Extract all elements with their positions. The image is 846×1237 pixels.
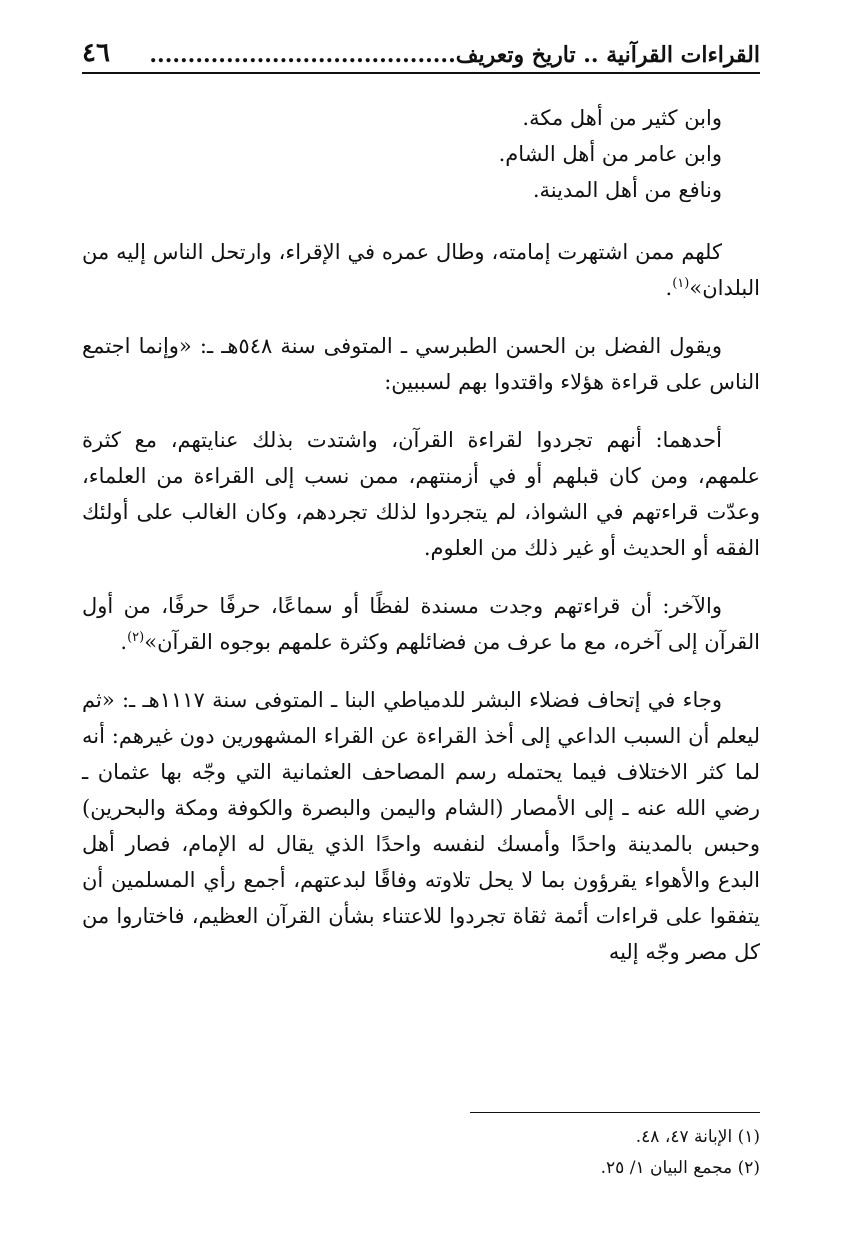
running-title: القراءات القرآنية .. تاريخ وتعريف........................................	[149, 42, 760, 68]
paragraph-1: كلهم ممن اشتهرت إمامته، وطال عمره في الإقراء، وارتحل الناس إليه من البلدان»$^{(١)}$.	[82, 240, 760, 300]
footnote-2: (٢) مجمع البيان ١/ ٢٥.	[600, 1158, 760, 1178]
list-item: وابن كثير من أهل مكة.	[522, 106, 722, 130]
body-text	[82, 100, 760, 970]
footnote-1: (١) الإبانة ٤٧، ٤٨.	[635, 1127, 760, 1147]
footnotes	[300, 1122, 760, 1184]
footnote-ref-1[interactable]: (١)	[672, 276, 690, 291]
list-item: وابن عامر من أهل الشام.	[498, 142, 722, 166]
paragraph-2: ويقول الفضل بن الحسن الطبرسي ـ المتوفى سنة ٥٤٨هـ ـ: «وإنما اجتمع الناس على قراءة هؤلاء واقتدوا بهم لسببين:	[82, 334, 760, 394]
paragraph-3: أحدهما: أنهم تجردوا لقراءة القرآن، واشتدت بذلك عنايتهم، مع كثرة علمهم، ومن كان قبلهم أو في أزمنتهم، ممن نسب إلى القراءة من العلماء، وعدّت قراءتهم في الشواذ، لم يتجردوا لذلك تجردهم، وكان الغالب على أولئك الفقه أو الحديث أو غير ذلك من العلوم.	[82, 428, 760, 560]
paragraph-4: والآخر: أن قراءتهم وجدت مسندة لفظًا أو سماعًا، حرفًا حرفًا، من أول القرآن إلى آخره، مع ما عرف من فضائلهم وكثرة علمهم بوجوه القرآن»$^{(٢)}$.	[82, 594, 760, 654]
footnote-ref-2[interactable]: (٢)	[127, 630, 145, 645]
page-number: ٤٦	[82, 38, 110, 68]
list-item: ونافع من أهل المدينة.	[532, 178, 722, 202]
paragraph-5: وجاء في إتحاف فضلاء البشر للدمياطي البنا ـ المتوفى سنة ١١١٧هـ ـ: «ثم ليعلم أن السبب الداعي إلى أخذ القراءة عن القراء المشهورين دون غيرهم: أنه لما كثر الاختلاف فيما يحتمله رسم المصاحف العثمانية التي وجّه بها عثمان ـ رضي الله عنه ـ إلى الأمصار (الشام واليمن والبصرة والكوفة ومكة والبحرين) وحبس بالمدينة واحدًا وأمسك لنفسه واحدًا الذي يقال له الإمام، فصار أهل البدع والأهواء يقرؤون بما لا يحل تلاوته وفاقًا لبدعتهم، أجمع رأي المسلمين أن يتفقوا على قراءات أئمة ثقاة تجردوا للاعتناء بشأن القرآن العظيم، فاختاروا من كل مصر وجّه إليه	[82, 688, 760, 964]
footnote-divider	[470, 1112, 760, 1113]
page-header	[82, 38, 760, 74]
